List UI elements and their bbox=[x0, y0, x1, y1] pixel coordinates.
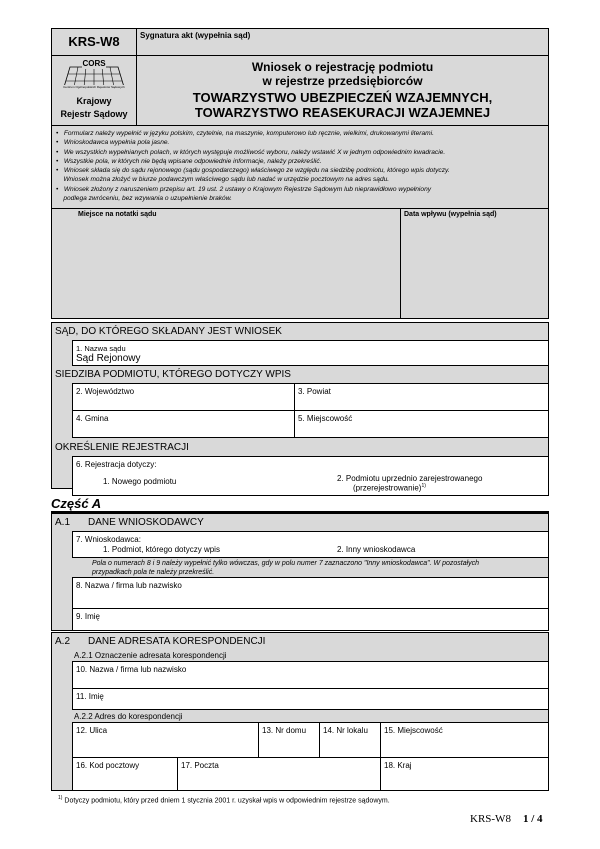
a1-number: A.1 bbox=[55, 517, 71, 528]
apartment-number-field[interactable] bbox=[319, 722, 381, 758]
applicant-note bbox=[92, 560, 479, 577]
option-new-entity[interactable]: 1. Nowego podmiotu bbox=[103, 477, 177, 486]
krs-line2: Rejestr Sądowy bbox=[60, 109, 128, 119]
street-field[interactable] bbox=[72, 722, 259, 758]
country-label: 18. Kraj bbox=[384, 761, 412, 770]
instruction-item: Wniosek można złożyć w biurze podawczym właściwego sądu lub nadać w urzędzie pocztowym na adres sądu. bbox=[63, 176, 390, 184]
court-name-value: Sąd Rejonowy bbox=[76, 353, 141, 364]
applicant-note-line2: przypadkach pola te należy przekreślić. bbox=[92, 568, 215, 576]
cors-logo bbox=[60, 59, 128, 91]
voivodeship-field[interactable] bbox=[72, 383, 295, 411]
form-code-box bbox=[51, 28, 137, 56]
receipt-date-label: Data wpływu (wypełnia sąd) bbox=[404, 211, 497, 218]
cors-logo-subtext: Centrum Ogólnopolskich Rejestrów Sądowych bbox=[60, 85, 128, 89]
town-label: 5. Miejscowość bbox=[298, 414, 353, 423]
instructions-box bbox=[51, 125, 549, 209]
title-line1: Wniosek o rejestrację podmiotu bbox=[251, 60, 434, 74]
krs-line1: Krajowy bbox=[76, 96, 112, 106]
instruction-item: • Formularz należy wypełnić w języku polskim, czytelnie, na maszynie, komputerowo lub ręcznie, wielkimi, drukowanymi literami. bbox=[56, 130, 434, 137]
title-line2: w rejestrze przedsiębiorców bbox=[262, 74, 423, 88]
street-label: 12. Ulica bbox=[76, 726, 108, 735]
form-code: KRS-W8 bbox=[68, 34, 120, 49]
footer-form-code: KRS-W8 bbox=[470, 813, 511, 825]
voivodeship-label: 2. Województwo bbox=[76, 387, 135, 396]
registration-section-title: OKREŚLENIE REJESTRACJI bbox=[55, 442, 189, 453]
a22-subtitle: A.2.2 Adres do korespondencji bbox=[74, 712, 183, 721]
county-field[interactable] bbox=[294, 383, 549, 411]
apartment-number-label: 14. Nr lokalu bbox=[323, 726, 368, 735]
page-number: 1 / 4 bbox=[523, 813, 543, 825]
instruction-item: • Wszystkie pola, w których nie będą wpisane odpowiednie informacje, należy przekreślić. bbox=[56, 157, 322, 165]
recipient-firstname-field[interactable] bbox=[72, 688, 549, 710]
postal-code-label: 16. Kod pocztowy bbox=[76, 761, 140, 770]
option-reregistration[interactable]: 2. Podmiotu uprzednio zarejestrowanego bbox=[337, 474, 483, 483]
registration-type-label: 6. Rejestracja dotyczy: bbox=[76, 460, 157, 469]
court-notes-area bbox=[51, 208, 401, 319]
title-line3: TOWARZYSTWO UBEZPIECZEŃ WZAJEMNYCH, bbox=[192, 90, 493, 105]
applicant-name-label: 8. Nazwa / firma lub nazwisko bbox=[76, 581, 182, 590]
a2-number: A.2 bbox=[55, 636, 71, 647]
recipient-name-field[interactable] bbox=[72, 661, 549, 689]
house-number-label: 13. Nr domu bbox=[262, 726, 307, 735]
a2-title: DANE ADRESATA KORESPONDENCJI bbox=[88, 636, 266, 647]
house-number-field[interactable] bbox=[258, 722, 320, 758]
recipient-firstname-label: 11. Imię bbox=[76, 692, 104, 701]
option-reregistration-line2: (przerejestrowanie)$^{1)}$ bbox=[353, 483, 426, 493]
seat-section-title: SIEDZIBA PODMIOTU, KTÓREGO DOTYCZY WPIS bbox=[55, 369, 291, 380]
country-field[interactable] bbox=[380, 757, 549, 791]
receipt-date-area bbox=[400, 208, 549, 319]
title-line4: TOWARZYSTWO REASEKURACJI WZAJEMNEJ bbox=[194, 105, 491, 120]
footnote: $^{1)}$ Dotyczy podmiotu, który przed dniem 1 stycznia 2001 r. uzyskał wpis w odpowiednim rejestrze sądowym. bbox=[58, 795, 390, 805]
court-name-field[interactable] bbox=[72, 340, 549, 366]
instruction-item: • Wnioskodawca wypełnia pola jasne. bbox=[56, 139, 170, 147]
krs-logo-box bbox=[51, 55, 137, 126]
applicant-firstname-label: 9. Imię bbox=[76, 612, 101, 621]
title-box bbox=[136, 55, 549, 126]
town-field[interactable] bbox=[294, 410, 549, 438]
applicant-type-label: 7. Wnioskodawca: bbox=[76, 535, 141, 544]
registration-type-field bbox=[72, 456, 549, 496]
court-section-title: SĄD, DO KTÓREGO SKŁADANY JEST WNIOSEK bbox=[55, 326, 282, 337]
instructions-list bbox=[56, 129, 450, 203]
signature-box bbox=[136, 28, 549, 56]
post-office-field[interactable] bbox=[177, 757, 381, 791]
applicant-note-line1: Pola o numerach 8 i 9 należy wypełnić tylko wówczas, gdy w polu numer 7 zaznaczono "Inny wnioskodawca". W pozostałych bbox=[92, 560, 480, 567]
court-name-label: 1. Nazwa sądu bbox=[76, 344, 126, 353]
a1-title: DANE WNIOSKODAWCY bbox=[88, 517, 204, 528]
municipality-label: 4. Gmina bbox=[76, 414, 109, 423]
part-a-title: Część A bbox=[51, 496, 102, 511]
instruction-item: • Wniosek składa się do sądu rejonowego (sądu gospodarczego) właściwego ze względu na siedzibę podmiotu, którego wpis dotyczy. bbox=[56, 167, 450, 175]
footnote-text: Dotyczy podmiotu, który przed dniem 1 stycznia 2001 r. uzyskał wpis w odpowiednim rejestrze sądowym. bbox=[64, 797, 390, 805]
post-office-label: 17. Poczta bbox=[181, 761, 219, 770]
postal-code-field[interactable] bbox=[72, 757, 178, 791]
recipient-name-label: 10. Nazwa / firma lub nazwisko bbox=[76, 665, 187, 674]
county-label: 3. Powiat bbox=[298, 387, 331, 396]
applicant-name-field[interactable] bbox=[72, 577, 549, 609]
municipality-field[interactable] bbox=[72, 410, 295, 438]
option-subject-entity[interactable]: 1. Podmiot, którego dotyczy wpis bbox=[103, 545, 220, 554]
instruction-item: • Wniosek złożony z naruszeniem przepisu art. 19 ust. 2 ustawy o Krajowym Rejestrze Sądowym lub nieprawidłowo wypełniony bbox=[56, 185, 432, 193]
applicant-type-field bbox=[72, 531, 549, 558]
option-other-applicant[interactable]: 2. Inny wnioskodawca bbox=[337, 545, 416, 554]
instruction-item: • We wszystkich wypełnianych polach, w których występuje możliwość wyboru, należy wstawić X w jednym odpowiednim kwadracie. bbox=[56, 148, 446, 156]
city-field[interactable] bbox=[380, 722, 549, 758]
signature-label: Sygnatura akt (wypełnia sąd) bbox=[140, 31, 251, 40]
a21-subtitle: A.2.1 Oznaczenie adresata korespondencji bbox=[74, 651, 227, 660]
applicant-firstname-field[interactable] bbox=[72, 608, 549, 631]
court-notes-label: Miejsce na notatki sądu bbox=[78, 211, 157, 218]
cors-logo-text: CORS bbox=[82, 59, 106, 68]
city-label: 15. Miejscowość bbox=[384, 726, 443, 735]
instruction-item: podlega zwróceniu, bez wzywania o uzupełnienie braków. bbox=[63, 195, 232, 203]
